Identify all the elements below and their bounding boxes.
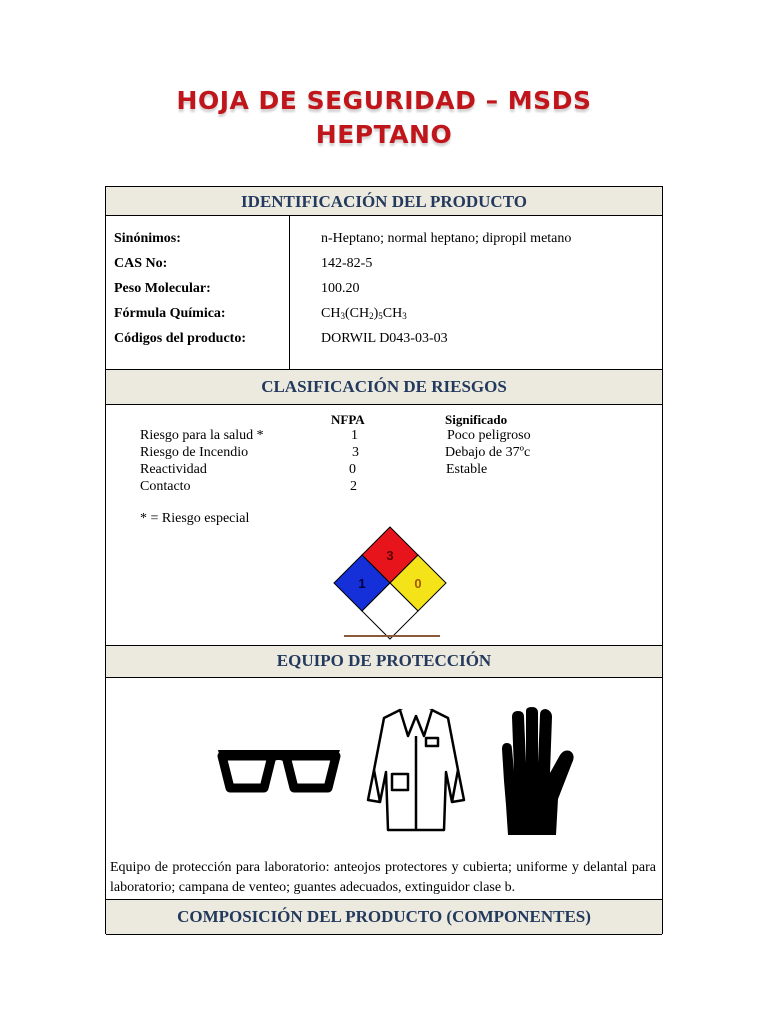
lab-coat-icon xyxy=(364,706,468,839)
safety-sheet-table xyxy=(105,186,663,934)
section-header-equipo xyxy=(106,645,662,678)
label-codigos: Códigos del producto: xyxy=(114,331,246,346)
label-cas: CAS No: xyxy=(114,256,168,271)
section-header-composicion xyxy=(106,899,662,935)
nfpa-diamond xyxy=(332,525,448,641)
column-header-significado: Significado xyxy=(445,412,508,427)
risk-label: Riesgo de Incendio xyxy=(140,445,249,460)
value-codigos: DORWIL D043-03-03 xyxy=(321,331,448,346)
section-title: COMPOSICIÓN DEL PRODUCTO (COMPONENTES) xyxy=(177,907,591,926)
section-header-riesgos xyxy=(106,369,662,405)
value-peso-molecular: 100.20 xyxy=(321,281,360,296)
nfpa-fire-rating: 3 xyxy=(386,548,394,563)
risk-label: Contacto xyxy=(140,479,191,494)
risk-label: Reactividad xyxy=(140,462,207,477)
document-subtitle: HEPTANO xyxy=(315,120,453,149)
safety-goggles-icon xyxy=(216,744,346,799)
equipment-description: Equipo de protección para laboratorio: anteojos protectores y cubierta; uniforme y delantal para laboratorio; campana de venteo; guantes adecuados, extinguidor clase b. xyxy=(110,860,656,895)
section-title: EQUIPO DE PROTECCIÓN xyxy=(276,651,492,670)
column-divider xyxy=(289,216,290,369)
risk-label: Riesgo para la salud * xyxy=(140,428,264,443)
risk-meaning: Debajo de 37ºc xyxy=(445,445,531,460)
section-title: IDENTIFICACIÓN DEL PRODUCTO xyxy=(241,192,527,211)
nfpa-underline xyxy=(344,635,440,637)
value-formula: $CH_3(CH_2)_5CH_3$ xyxy=(321,306,407,321)
risk-meaning: Poco peligroso xyxy=(447,428,531,443)
risk-nfpa-value: 0 xyxy=(349,462,356,477)
label-sinonimos: Sinónimos: xyxy=(114,231,181,246)
risk-note: * = Riesgo especial xyxy=(140,511,250,526)
glove-icon xyxy=(498,707,578,842)
nfpa-reactivity-rating: 0 xyxy=(414,576,422,591)
risk-nfpa-value: 3 xyxy=(352,445,359,460)
risk-nfpa-value: 2 xyxy=(350,479,357,494)
label-peso-molecular: Peso Molecular: xyxy=(114,281,211,296)
label-formula: Fórmula Química: xyxy=(114,306,226,321)
value-sinonimos: n-Heptano; normal heptano; dipropil metano xyxy=(321,231,572,246)
risk-meaning: Estable xyxy=(446,462,488,477)
section-title: CLASIFICACIÓN DE RIESGOS xyxy=(261,377,507,396)
document-title: HOJA DE SEGURIDAD – MSDS xyxy=(176,86,592,115)
section-header-identificacion xyxy=(106,186,662,216)
column-header-nfpa: NFPA xyxy=(331,412,365,427)
risk-nfpa-value: 1 xyxy=(351,428,358,443)
nfpa-health-rating: 1 xyxy=(358,576,366,591)
value-cas: 142-82-5 xyxy=(321,256,373,271)
